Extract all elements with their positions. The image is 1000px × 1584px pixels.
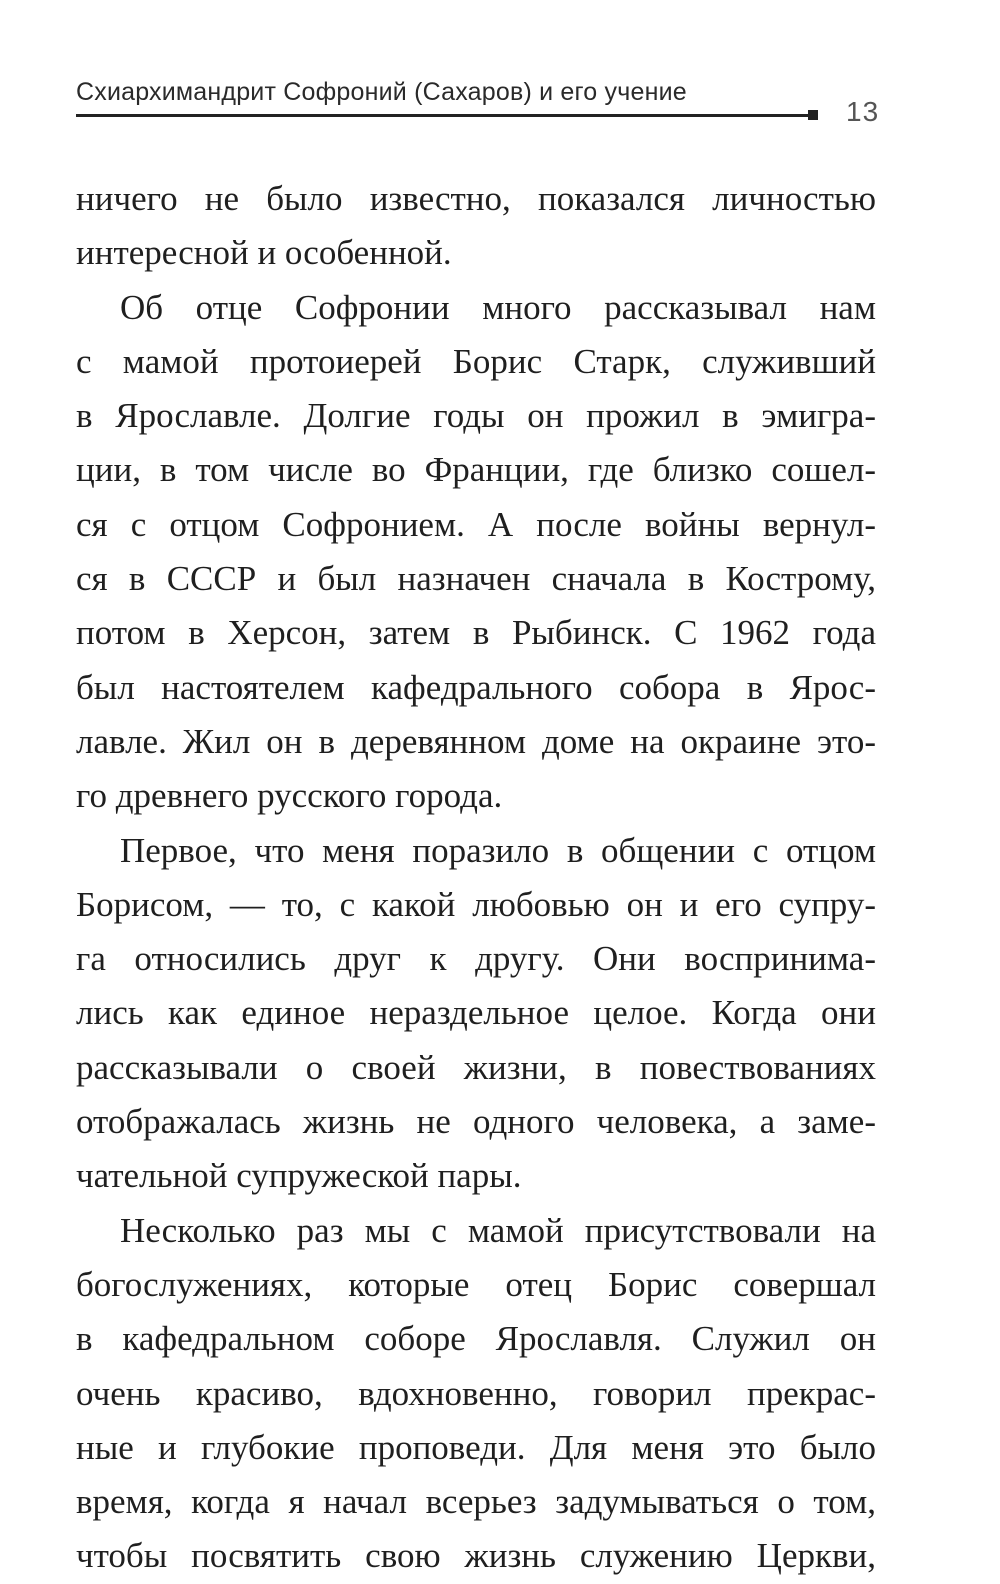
text-line: потом в Херсон, затем в Рыбинск. С 1962 года (76, 613, 876, 653)
text-line: ничего не было известно, показался личностью (76, 179, 876, 218)
text-line: го древнего русского города. (76, 776, 503, 816)
text-line: ции, в том числе во Франции, где близко сошел- (76, 450, 876, 490)
running-header: Схиархимандрит Софроний (Сахаров) и его учение (76, 78, 687, 106)
paragraph (76, 824, 876, 1204)
paragraph (76, 172, 876, 281)
paragraph (76, 1204, 876, 1584)
text-line: с мамой протоиерей Борис Старк, служивший (76, 341, 876, 381)
text-line: Несколько раз мы с мамой присутствовали на (120, 1210, 876, 1250)
text-line: рассказывали о своей жизни, в повествованиях (76, 1047, 876, 1087)
text-line: время, когда я начал всерьез задумываться о том, (76, 1482, 876, 1522)
text-line: Первое, что меня поразило в общении с отцом (120, 830, 876, 870)
text-line: был настоятелем кафедрального собора в Ярос- (76, 667, 876, 707)
text-line: богослужениях, которые отец Борис совершал (76, 1264, 876, 1304)
text-line: га относились друг к другу. Они воспринима- (76, 939, 876, 979)
text-line: чательной супружеской пары. (76, 1156, 522, 1196)
text-line: Об отце Софронии много рассказывал нам (120, 287, 876, 327)
text-line: ся с отцом Софронием. А после войны вернул- (76, 504, 876, 544)
text-line: ные и глубокие проповеди. Для меня это было (76, 1427, 876, 1467)
text-line: ся в СССР и был назначен сначала в Кострому, (76, 559, 876, 599)
text-line: очень красиво, вдохновенно, говорил прекрас- (76, 1373, 876, 1413)
text-line: чтобы посвятить свою жизнь служению Церкви, (76, 1536, 876, 1576)
text-line: отображалась жизнь не одного человека, а заме- (76, 1102, 876, 1142)
page-number: 13 (846, 96, 880, 127)
text-line: Борисом, — то, с какой любовью он и его супру- (76, 884, 876, 924)
text-line: лись как единое нераздельное целое. Когда они (76, 993, 876, 1033)
text-line: в кафедральном соборе Ярославля. Служил он (76, 1319, 876, 1359)
header-rule (76, 114, 812, 117)
text-line: интересной и особенной. (76, 233, 452, 273)
body-text (76, 172, 876, 1584)
text-line: лавле. Жил он в деревянном доме на окраине это- (76, 721, 876, 761)
header-rule-end-mark (808, 110, 818, 120)
paragraph (76, 281, 876, 824)
text-line: в Ярославле. Долгие годы он прожил в эмигра- (76, 396, 876, 436)
